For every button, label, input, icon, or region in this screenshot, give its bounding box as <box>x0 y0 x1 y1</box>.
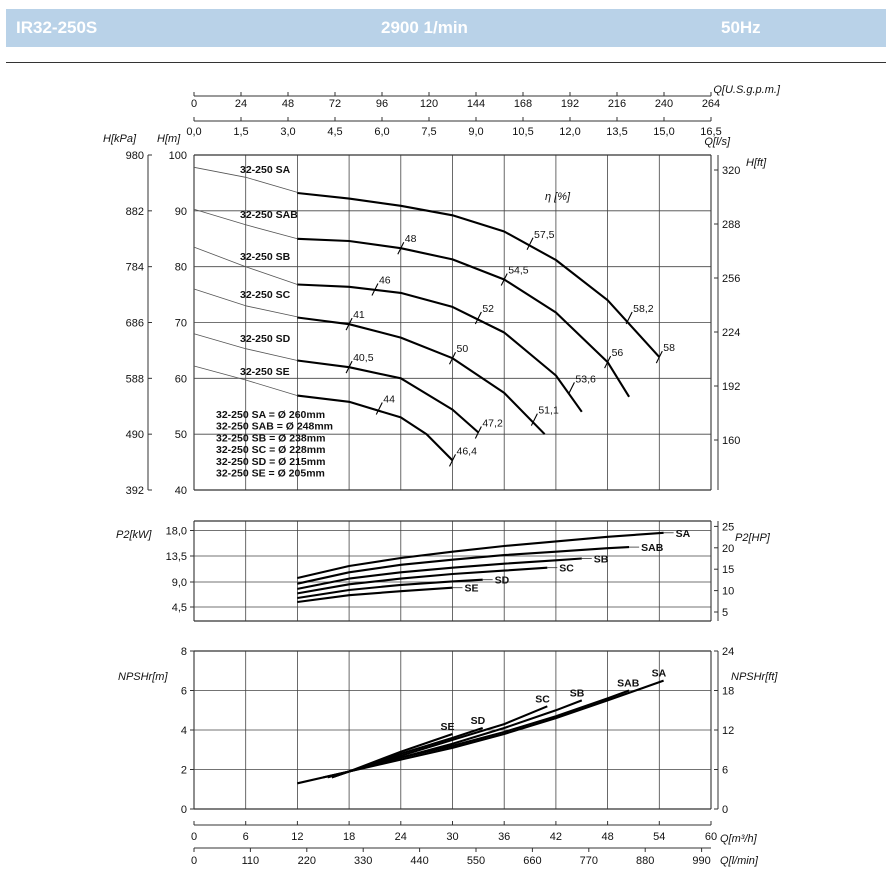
usgpm-tick-label: 96 <box>375 98 389 110</box>
m3h-tick-label: 24 <box>394 831 407 843</box>
power-kw-tick-label: 4,5 <box>171 602 187 614</box>
m3h-tick-label: 0 <box>190 831 198 843</box>
npsh-m-tick-label: 6 <box>180 685 187 698</box>
head-kpa-axis-label: H[kPa] <box>103 133 137 145</box>
efficiency-value-label: 54,5 <box>508 264 529 277</box>
lmin-tick-label: 220 <box>297 855 316 867</box>
efficiency-value-label: 48 <box>404 233 417 246</box>
usgpm-tick-label: 264 <box>701 98 721 110</box>
head-curve-label: 32-250 SD <box>240 333 291 345</box>
efficiency-axis-label: η [%] <box>545 191 571 203</box>
lmin-tick-label: 0 <box>190 855 198 867</box>
usgpm-tick-label: 72 <box>328 98 342 110</box>
head-ft-axis-label: H[ft] <box>746 157 767 169</box>
power-curve-label: SA <box>675 527 691 540</box>
efficiency-value-label: 51,1 <box>538 404 559 417</box>
m3h-tick-label: 30 <box>446 831 459 843</box>
npsh-ft-tick-label: 6 <box>722 764 729 777</box>
diameter-entry: 32-250 SA = Ø 260mm <box>216 409 326 421</box>
lmin-tick-label: 770 <box>579 855 598 867</box>
power-curve-label: SB <box>593 553 609 566</box>
ls-tick-label: 3,0 <box>280 126 296 138</box>
npsh-curve-label: SAB <box>617 677 640 690</box>
diameter-entry: 32-250 SAB = Ø 248mm <box>216 420 334 433</box>
lmin-tick-label: 330 <box>354 855 373 867</box>
head-m-tick-label: 60 <box>174 373 187 386</box>
diameter-entry: 32-250 SB = Ø 238mm <box>216 432 326 445</box>
ls-tick-label: 12,0 <box>559 126 581 138</box>
m3h-tick-label: 18 <box>342 831 356 843</box>
head-kpa-tick-label: 490 <box>125 429 144 442</box>
npsh-ft-tick-label: 0 <box>722 804 729 816</box>
head-ft-tick-label: 288 <box>722 219 741 231</box>
npsh-curve-label: SE <box>440 720 455 733</box>
ls-tick-label: 6,0 <box>374 126 390 138</box>
ls-tick-label: 1,5 <box>233 126 249 138</box>
head-kpa-tick-label: 392 <box>125 485 144 497</box>
power-curve-label: SC <box>559 562 574 575</box>
power-hp-tick-label: 10 <box>722 585 735 598</box>
head-kpa-tick-label: 882 <box>125 205 144 218</box>
head-m-tick-label: 80 <box>174 261 187 274</box>
npsh-ft-tick-label: 18 <box>722 685 735 698</box>
head-m-tick-label: 70 <box>174 317 187 330</box>
head-kpa-tick-label: 784 <box>125 261 144 274</box>
power-kw-tick-label: 18,0 <box>165 525 187 538</box>
npsh-ft-tick-label: 12 <box>722 725 735 737</box>
diameter-entry: 32-250 SC = Ø 228mm <box>216 444 326 457</box>
head-kpa-tick-label: 980 <box>125 150 144 162</box>
lmin-tick-label: 550 <box>466 855 486 867</box>
head-m-tick-label: 50 <box>174 429 187 442</box>
ls-tick-label: 10,5 <box>512 126 534 138</box>
power-curve-label: SAB <box>641 542 664 555</box>
head-m-tick-label: 40 <box>174 485 187 497</box>
npsh-curve-label: SD <box>470 715 486 728</box>
efficiency-tick <box>376 402 382 414</box>
usgpm-tick-label: 168 <box>513 98 533 110</box>
head-m-axis-label: H[m] <box>157 133 181 145</box>
lmin-tick-label: 440 <box>410 855 429 867</box>
efficiency-value-label: 46,4 <box>456 445 477 458</box>
npsh-curve-label: SB <box>569 687 585 700</box>
ls-tick-label: 16,5 <box>700 126 722 138</box>
ls-tick-label: 0,0 <box>186 126 202 138</box>
head-curve-label: 32-250 SAB <box>240 209 298 221</box>
lmin-tick-label: 110 <box>241 855 260 867</box>
power-hp-tick-label: 25 <box>722 521 735 534</box>
lmin-tick-label: 660 <box>523 855 542 867</box>
head-curve-label: 32-250 SB <box>240 251 291 263</box>
npsh-ft-axis-label: NPSHr[ft] <box>731 671 778 683</box>
frequency: 50Hz <box>721 18 761 37</box>
efficiency-tick <box>568 382 574 394</box>
m3h-tick-label: 60 <box>704 831 718 843</box>
efficiency-value-label: 52 <box>482 303 495 316</box>
npsh-m-axis-label: NPSHr[m] <box>118 671 168 683</box>
head-m-tick-label: 90 <box>174 205 187 218</box>
power-curve-label: SD <box>494 574 510 587</box>
head-ft-tick-label: 192 <box>722 381 741 393</box>
head-curve-label: 32-250 SC <box>240 289 291 301</box>
ls-axis-label: Q[l/s] <box>704 136 730 148</box>
efficiency-value-label: 41 <box>353 309 365 322</box>
npsh-m-tick-label: 4 <box>180 725 187 737</box>
usgpm-tick-label: 216 <box>607 98 627 110</box>
power-hp-tick-label: 5 <box>722 607 729 619</box>
head-ft-tick-label: 256 <box>722 273 741 285</box>
npsh-m-tick-label: 0 <box>180 804 187 816</box>
ls-tick-label: 13,5 <box>606 126 628 138</box>
power-hp-tick-label: 20 <box>722 542 735 555</box>
efficiency-value-label: 58 <box>663 342 675 355</box>
head-curve <box>297 285 581 412</box>
diameter-entry: 32-250 SE = Ø 205mm <box>216 467 325 480</box>
efficiency-value-label: 58,2 <box>633 303 654 316</box>
rotation-speed: 2900 1/min <box>381 18 468 37</box>
diameter-entry: 32-250 SD = Ø 215mm <box>216 455 326 468</box>
ls-tick-label: 4,5 <box>327 126 343 138</box>
head-curve-label: 32-250 SA <box>240 164 291 176</box>
efficiency-tick <box>475 426 481 438</box>
usgpm-tick-label: 0 <box>190 98 198 110</box>
efficiency-value-label: 57,5 <box>534 228 555 241</box>
m3h-tick-label: 6 <box>242 831 249 843</box>
npsh-curve-label: SA <box>651 667 667 680</box>
efficiency-value-label: 47,2 <box>482 417 503 430</box>
ls-tick-label: 7,5 <box>421 126 437 138</box>
power-kw-tick-label: 13,5 <box>165 551 187 563</box>
m3h-tick-label: 48 <box>601 831 614 843</box>
usgpm-axis-label: Q[U.S.g.p.m.] <box>713 84 780 96</box>
usgpm-tick-label: 48 <box>281 98 295 110</box>
m3h-tick-label: 54 <box>653 831 666 843</box>
ls-tick-label: 9,0 <box>468 126 484 138</box>
power-hp-tick-label: 15 <box>722 564 735 577</box>
npsh-m-tick-label: 2 <box>180 764 187 777</box>
head-kpa-tick-label: 686 <box>125 317 144 330</box>
ls-tick-label: 15,0 <box>653 126 675 138</box>
npsh-m-tick-label: 8 <box>180 646 187 658</box>
power-kw-tick-label: 9,0 <box>171 577 187 589</box>
efficiency-value-label: 50 <box>456 343 469 356</box>
head-ft-tick-label: 224 <box>722 327 741 339</box>
lmin-axis-label: Q[l/min] <box>720 855 758 867</box>
efficiency-value-label: 46 <box>378 274 391 287</box>
lmin-tick-label: 880 <box>636 855 655 867</box>
head-curve-label: 32-250 SE <box>240 366 290 378</box>
efficiency-value-label: 56 <box>611 347 624 360</box>
usgpm-tick-label: 144 <box>466 98 486 110</box>
efficiency-value-label: 53,6 <box>575 373 596 386</box>
head-m-tick-label: 100 <box>168 150 187 162</box>
efficiency-value-label: 40,5 <box>353 352 374 365</box>
usgpm-tick-label: 24 <box>234 98 248 110</box>
pump-model: IR32-250S <box>16 18 98 37</box>
lmin-tick-label: 990 <box>692 855 711 867</box>
power-hp-axis-label: P2[HP] <box>735 532 770 544</box>
head-ft-tick-label: 320 <box>722 165 741 177</box>
usgpm-tick-label: 120 <box>419 98 439 110</box>
head-ft-tick-label: 160 <box>722 435 741 447</box>
m3h-tick-label: 42 <box>549 831 563 843</box>
npsh-curve-label: SC <box>535 693 550 706</box>
usgpm-tick-label: 192 <box>560 98 580 110</box>
head-kpa-tick-label: 588 <box>125 373 144 386</box>
diameter-legend <box>216 409 333 480</box>
power-curve-label: SE <box>464 582 479 595</box>
m3h-tick-label: 12 <box>291 831 304 843</box>
usgpm-tick-label: 240 <box>654 98 674 110</box>
npsh-ft-tick-label: 24 <box>722 646 735 658</box>
power-kw-axis-label: P2[kW] <box>116 529 152 541</box>
efficiency-value-label: 44 <box>383 393 395 406</box>
m3h-axis-label: Q[m³/h] <box>720 833 757 845</box>
m3h-tick-label: 36 <box>498 831 511 843</box>
